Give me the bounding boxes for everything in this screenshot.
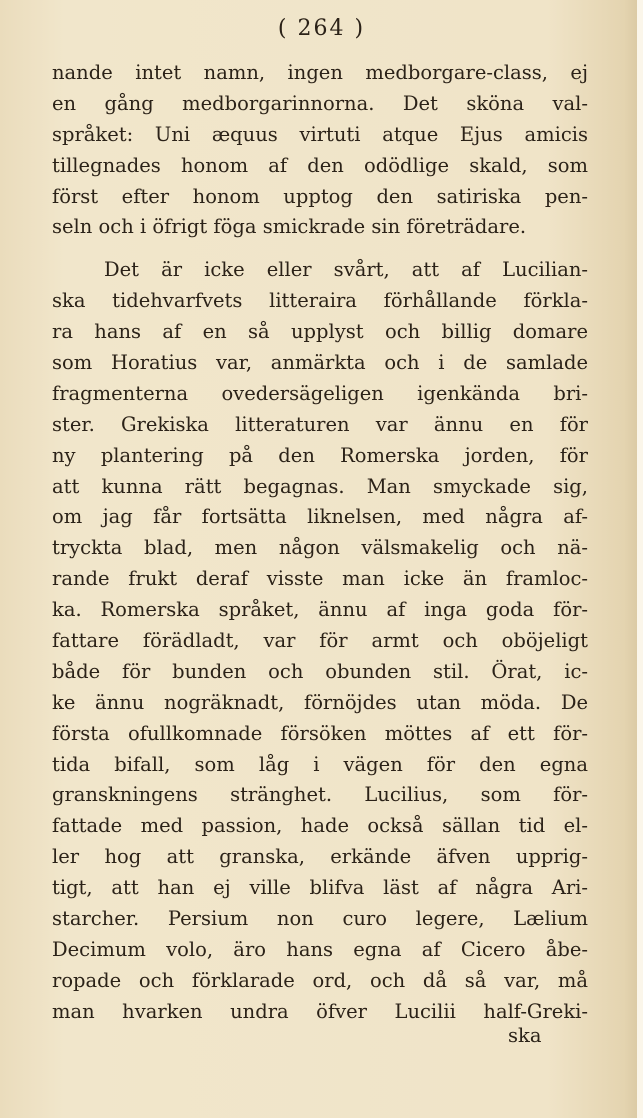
paragraph-1: [52, 58, 588, 243]
text-line: ster. Grekiska litteraturen var ännu en för: [52, 412, 588, 436]
text-line: ler hog att granska, erkände äfven upprig-: [52, 845, 588, 869]
text-line: ropade och förklarade ord, och då så var, må: [52, 968, 588, 992]
text-line: rande frukt deraf visste man icke än framloc-: [52, 567, 588, 591]
text-line: granskningens stränghet. Lucilius, som för-: [52, 783, 588, 807]
paragraph-2: [52, 255, 588, 1027]
text-line: seln och i öfrigt föga smickrade sin företrädare.: [52, 215, 527, 239]
text-line: ra hans af en så upplyst och billig domare: [52, 320, 588, 344]
text-line: första ofullkomnade försöken möttes af ett för-: [52, 721, 588, 745]
text-line: om jag får fortsätta liknelsen, med några af-: [52, 505, 588, 529]
text-line: nande intet namn, ingen medborgare-class, ej: [52, 61, 588, 84]
text-line: tryckta blad, men någon välsmakelig och nä-: [52, 536, 588, 560]
text-line: fattare förädladt, var för armt och oböjeligt: [52, 629, 588, 653]
text-line: Det är icke eller svårt, att af Lucilian-: [104, 258, 588, 282]
text-line: fattade med passion, hade också sällan tid el-: [52, 814, 588, 838]
text-line: ska tidehvarfvets litteraira förhållande förkla-: [52, 289, 588, 313]
text-line: först efter honom upptog den satiriska pen-: [52, 184, 588, 208]
text-line: en gång medborgarinnorna. Det sköna val-: [52, 91, 588, 115]
text-line: man hvarken undra öfver Lucilii half-Greki-: [52, 999, 588, 1023]
text-line: att kunna rätt begagnas. Man smyckade sig,: [52, 474, 588, 498]
text-line: tida bifall, som låg i vägen för den egna: [52, 752, 588, 776]
text-line: fragmenterna ovedersägeligen igenkända bri-: [52, 381, 588, 405]
text-line: tillegnades honom af den odödlige skald, som: [52, 153, 588, 177]
text-line: ny plantering på den Romerska jorden, för: [52, 443, 588, 467]
text-line: tigt, att han ej ville blifva läst af några Ari-: [52, 876, 588, 900]
page-number: ( 264 ): [277, 16, 366, 41]
text-line: Decimum volo, äro hans egna af Cicero åbe-: [52, 937, 588, 961]
text-line: som Horatius var, anmärkta och i de samlade: [52, 351, 588, 375]
text-line: starcher. Persium non curo legere, Lælium: [52, 907, 588, 931]
text-line: ke ännu nogräknadt, förnöjdes utan möda. De: [52, 690, 588, 714]
catchword: ska: [508, 1024, 542, 1047]
text-line: ka. Romerska språket, ännu af inga goda för-: [52, 598, 588, 622]
page-body: [52, 58, 588, 1028]
page-edge: [637, 0, 643, 1118]
text-line: språket: Uni æquus virtuti atque Ejus amicis: [52, 122, 588, 146]
text-line: både för bunden och obunden stil. Örat, ic-: [52, 659, 588, 683]
